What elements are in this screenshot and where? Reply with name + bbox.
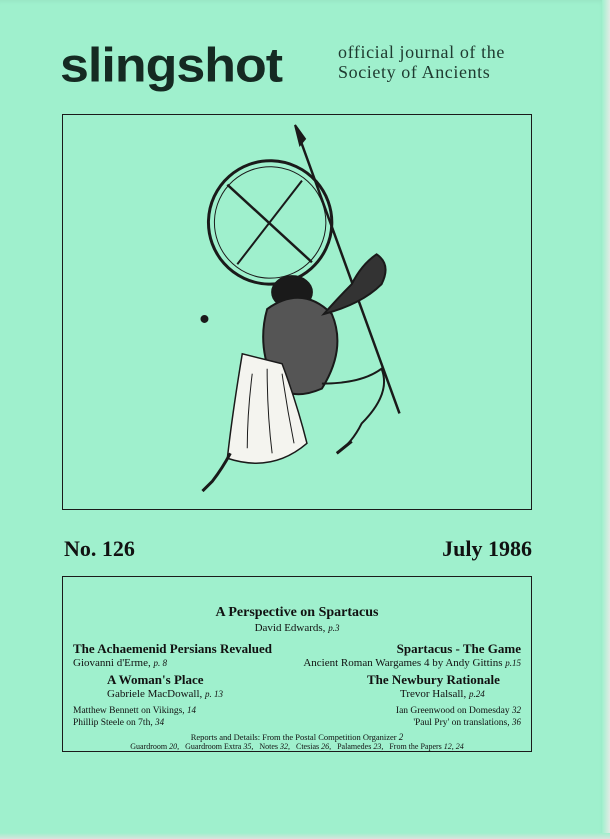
masthead-tagline — [338, 42, 505, 82]
article-page: p. 8 — [153, 658, 167, 668]
feature-item: Guardroom Extra 35, — [185, 742, 254, 751]
lead-article-page: p.3 — [328, 623, 340, 633]
feature-item: Guardroom 20, — [130, 742, 180, 751]
article-title: The Achaemenid Persians Revalued — [73, 641, 272, 656]
article-author: Ancient Roman Wargames 4 by Andy Gittins — [303, 657, 503, 669]
tagline-line-2: Society of Ancients — [338, 62, 491, 82]
article-author: Giovanni d'Erme, — [73, 657, 151, 669]
page-edge — [602, 0, 610, 839]
article-byline — [73, 657, 167, 669]
page-edge-bottom — [0, 833, 610, 839]
article-title: A Woman's Place — [107, 672, 204, 687]
lead-article-title: A Perspective on Spartacus — [215, 605, 379, 620]
article-page: p. 13 — [205, 689, 224, 699]
article-page: p.24 — [468, 689, 485, 699]
warrior-illustration — [63, 115, 531, 509]
article-page: p.15 — [505, 658, 521, 668]
feature-item: From the Papers 12, 24 — [389, 742, 464, 751]
feature-item: Palamedes 23, — [337, 742, 384, 751]
feature-item: Notes 32, — [259, 742, 290, 751]
issue-number: No. 126 — [64, 536, 135, 561]
contents-box — [62, 576, 532, 752]
feature-item: Ctesias 26, — [296, 742, 332, 751]
regular-features-line — [63, 742, 531, 751]
tagline-line-1: official journal of the — [338, 42, 505, 62]
cover-illustration — [62, 114, 532, 510]
article-byline — [107, 688, 223, 700]
minor-item: 'Paul Pry' on translations, 36 — [413, 717, 521, 728]
reports-line: Reports and Details: From the Postal Competition Organizer 2 — [190, 732, 404, 742]
issue-date: July 1986 — [442, 536, 532, 561]
minor-item: Matthew Bennett on Vikings, 14 — [73, 705, 197, 716]
article-author: Trevor Halsall, — [400, 688, 467, 700]
article-byline — [400, 688, 485, 700]
minor-item: Phillip Steele on 7th, 34 — [73, 717, 165, 728]
article-title: The Newbury Rationale — [367, 672, 500, 687]
article-title: Spartacus - The Game — [396, 641, 521, 656]
article-byline — [303, 657, 521, 669]
minor-item: Ian Greenwood on Domesday 32 — [395, 705, 521, 716]
lead-article-byline — [63, 622, 531, 634]
masthead-title: slingshot — [60, 39, 283, 93]
article-author: Gabriele MacDowall, — [107, 688, 203, 700]
lead-article-author: David Edwards, — [254, 622, 326, 634]
